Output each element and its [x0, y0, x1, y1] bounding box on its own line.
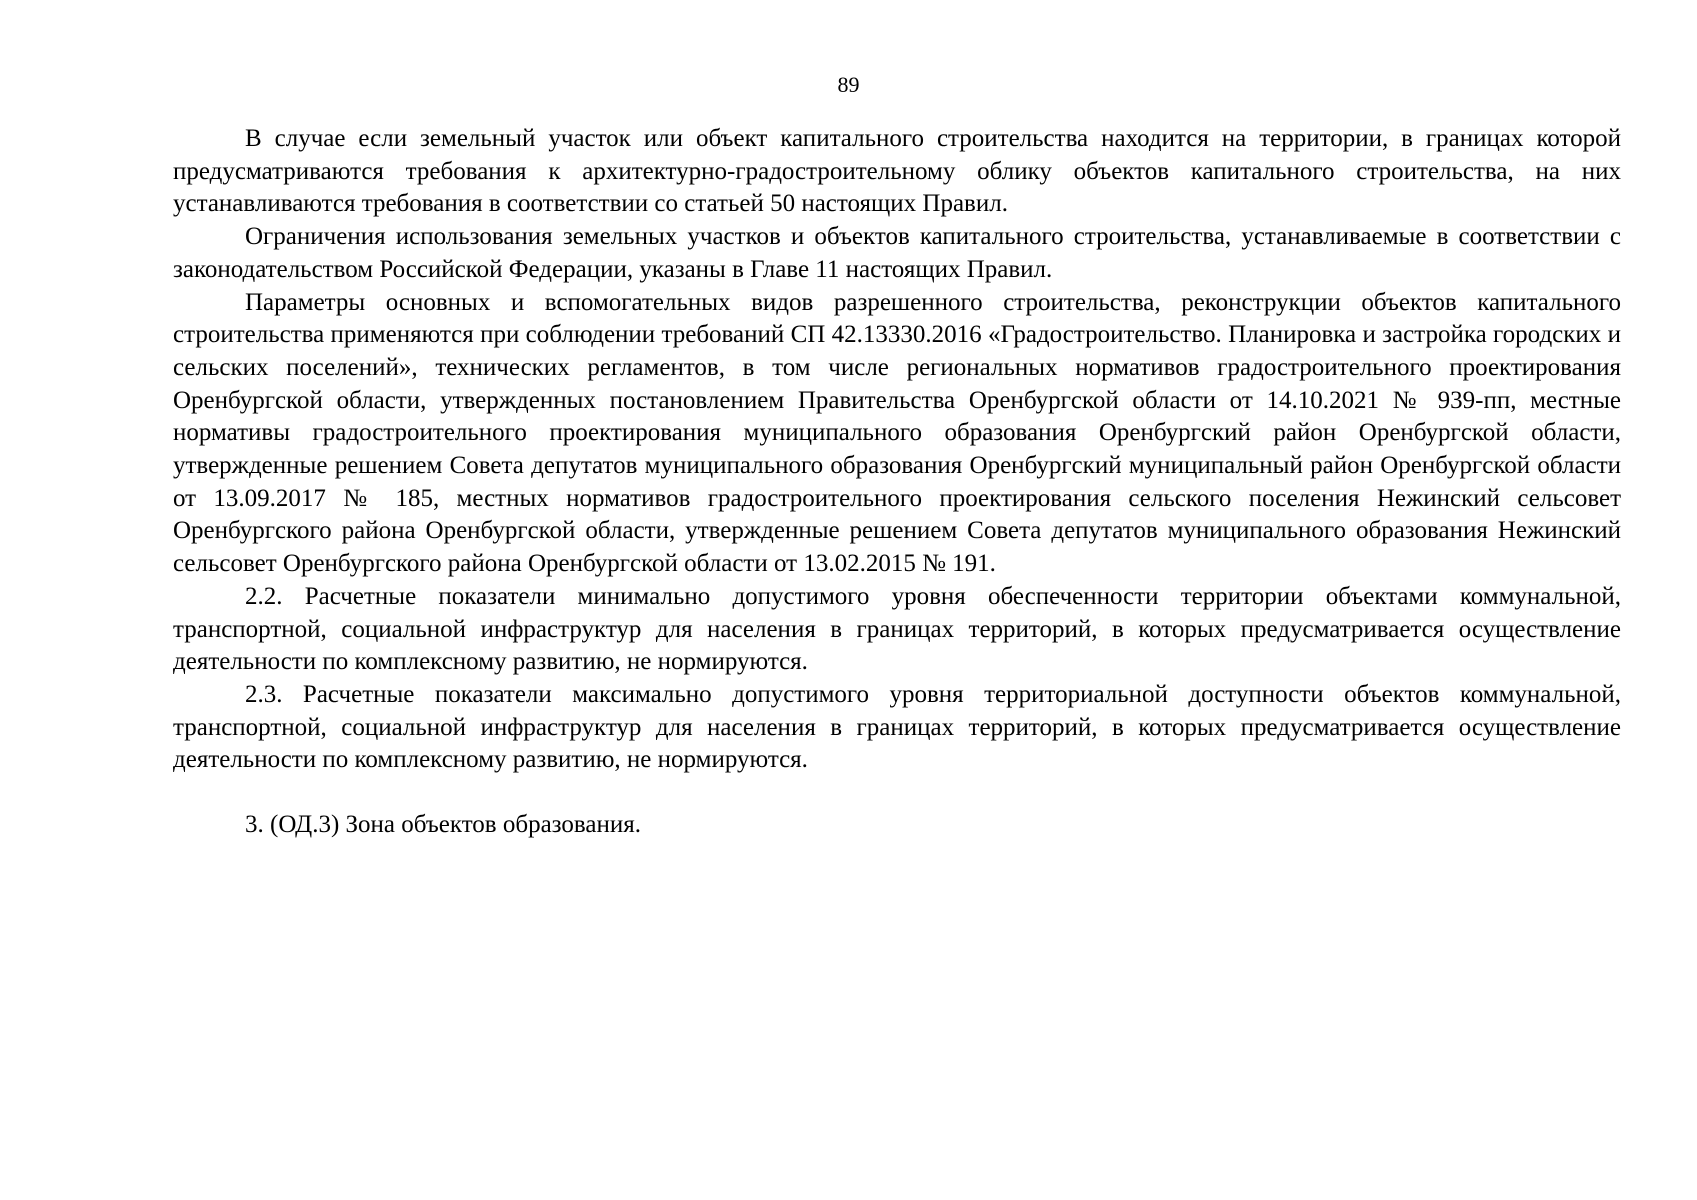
paragraph-architectural-requirements: В случае если земельный участок или объект капитального строительства находится на территории, в границах которой предусматриваются требования к архитектурно-градостроительному облику объектов капитального строительства, на них устанавливаются требования в соответствии со статьей 50 настоящих Правил.	[173, 125, 1621, 218]
paragraph-construction-parameters: Параметры основных и вспомогательных видов разрешенного строительства, реконструкции объектов капитального строительства применяются при соблюдении требований СП 42.13330.2016 «Градостроительство. Планировка и застройка городских и сельских поселений», технических регламентов, в том числе региональных нормативов градостроительного проектирования Оренбургской области, утвержденных постановлением Правительства Оренбургской области от 14.10.2021 № 939-пп, местные нормативы градостроительного проектирования муниципального образования Оренбургский район Оренбургской области, утвержденные решением Совета депутатов муниципального образования Оренбургский муниципальный район Оренбургской области от 13.09.2017 № 185, местных нормативов градостроительного проектирования сельского поселения Нежинский сельсовет Оренбургского района Оренбургской области, утвержденные решением Совета депутатов муниципального образования Нежинский сельсовет Оренбургского района Оренбургской области от 13.02.2015 № 191.	[173, 288, 1621, 578]
paragraph-usage-restrictions: Ограничения использования земельных участков и объектов капитального строительства, устанавливаемые в соответствии с законодательством Российской Федерации, указаны в Главе 11 настоящих Правил.	[173, 223, 1621, 283]
document-body	[173, 123, 1621, 842]
section-heading: 3. (ОД.3) Зона объектов образования.	[245, 811, 641, 839]
paragraph-infrastructure-minimum: 2.2. Расчетные показатели минимально допустимого уровня обеспеченности территории объектами коммунальной, транспортной, социальной инфраструктур для населения в границах территорий, в которых предусматривается осуществление деятельности по комплексному развитию, не нормируются.	[173, 582, 1621, 676]
page-number: 89	[837, 72, 860, 97]
paragraph-infrastructure-accessibility: 2.3. Расчетные показатели максимально допустимого уровня территориальной доступности объектов коммунальной, транспортной, социальной инфраструктур для населения в границах территорий, в которых предусматривается осуществление деятельности по комплексному развитию, не нормируются.	[173, 680, 1621, 774]
